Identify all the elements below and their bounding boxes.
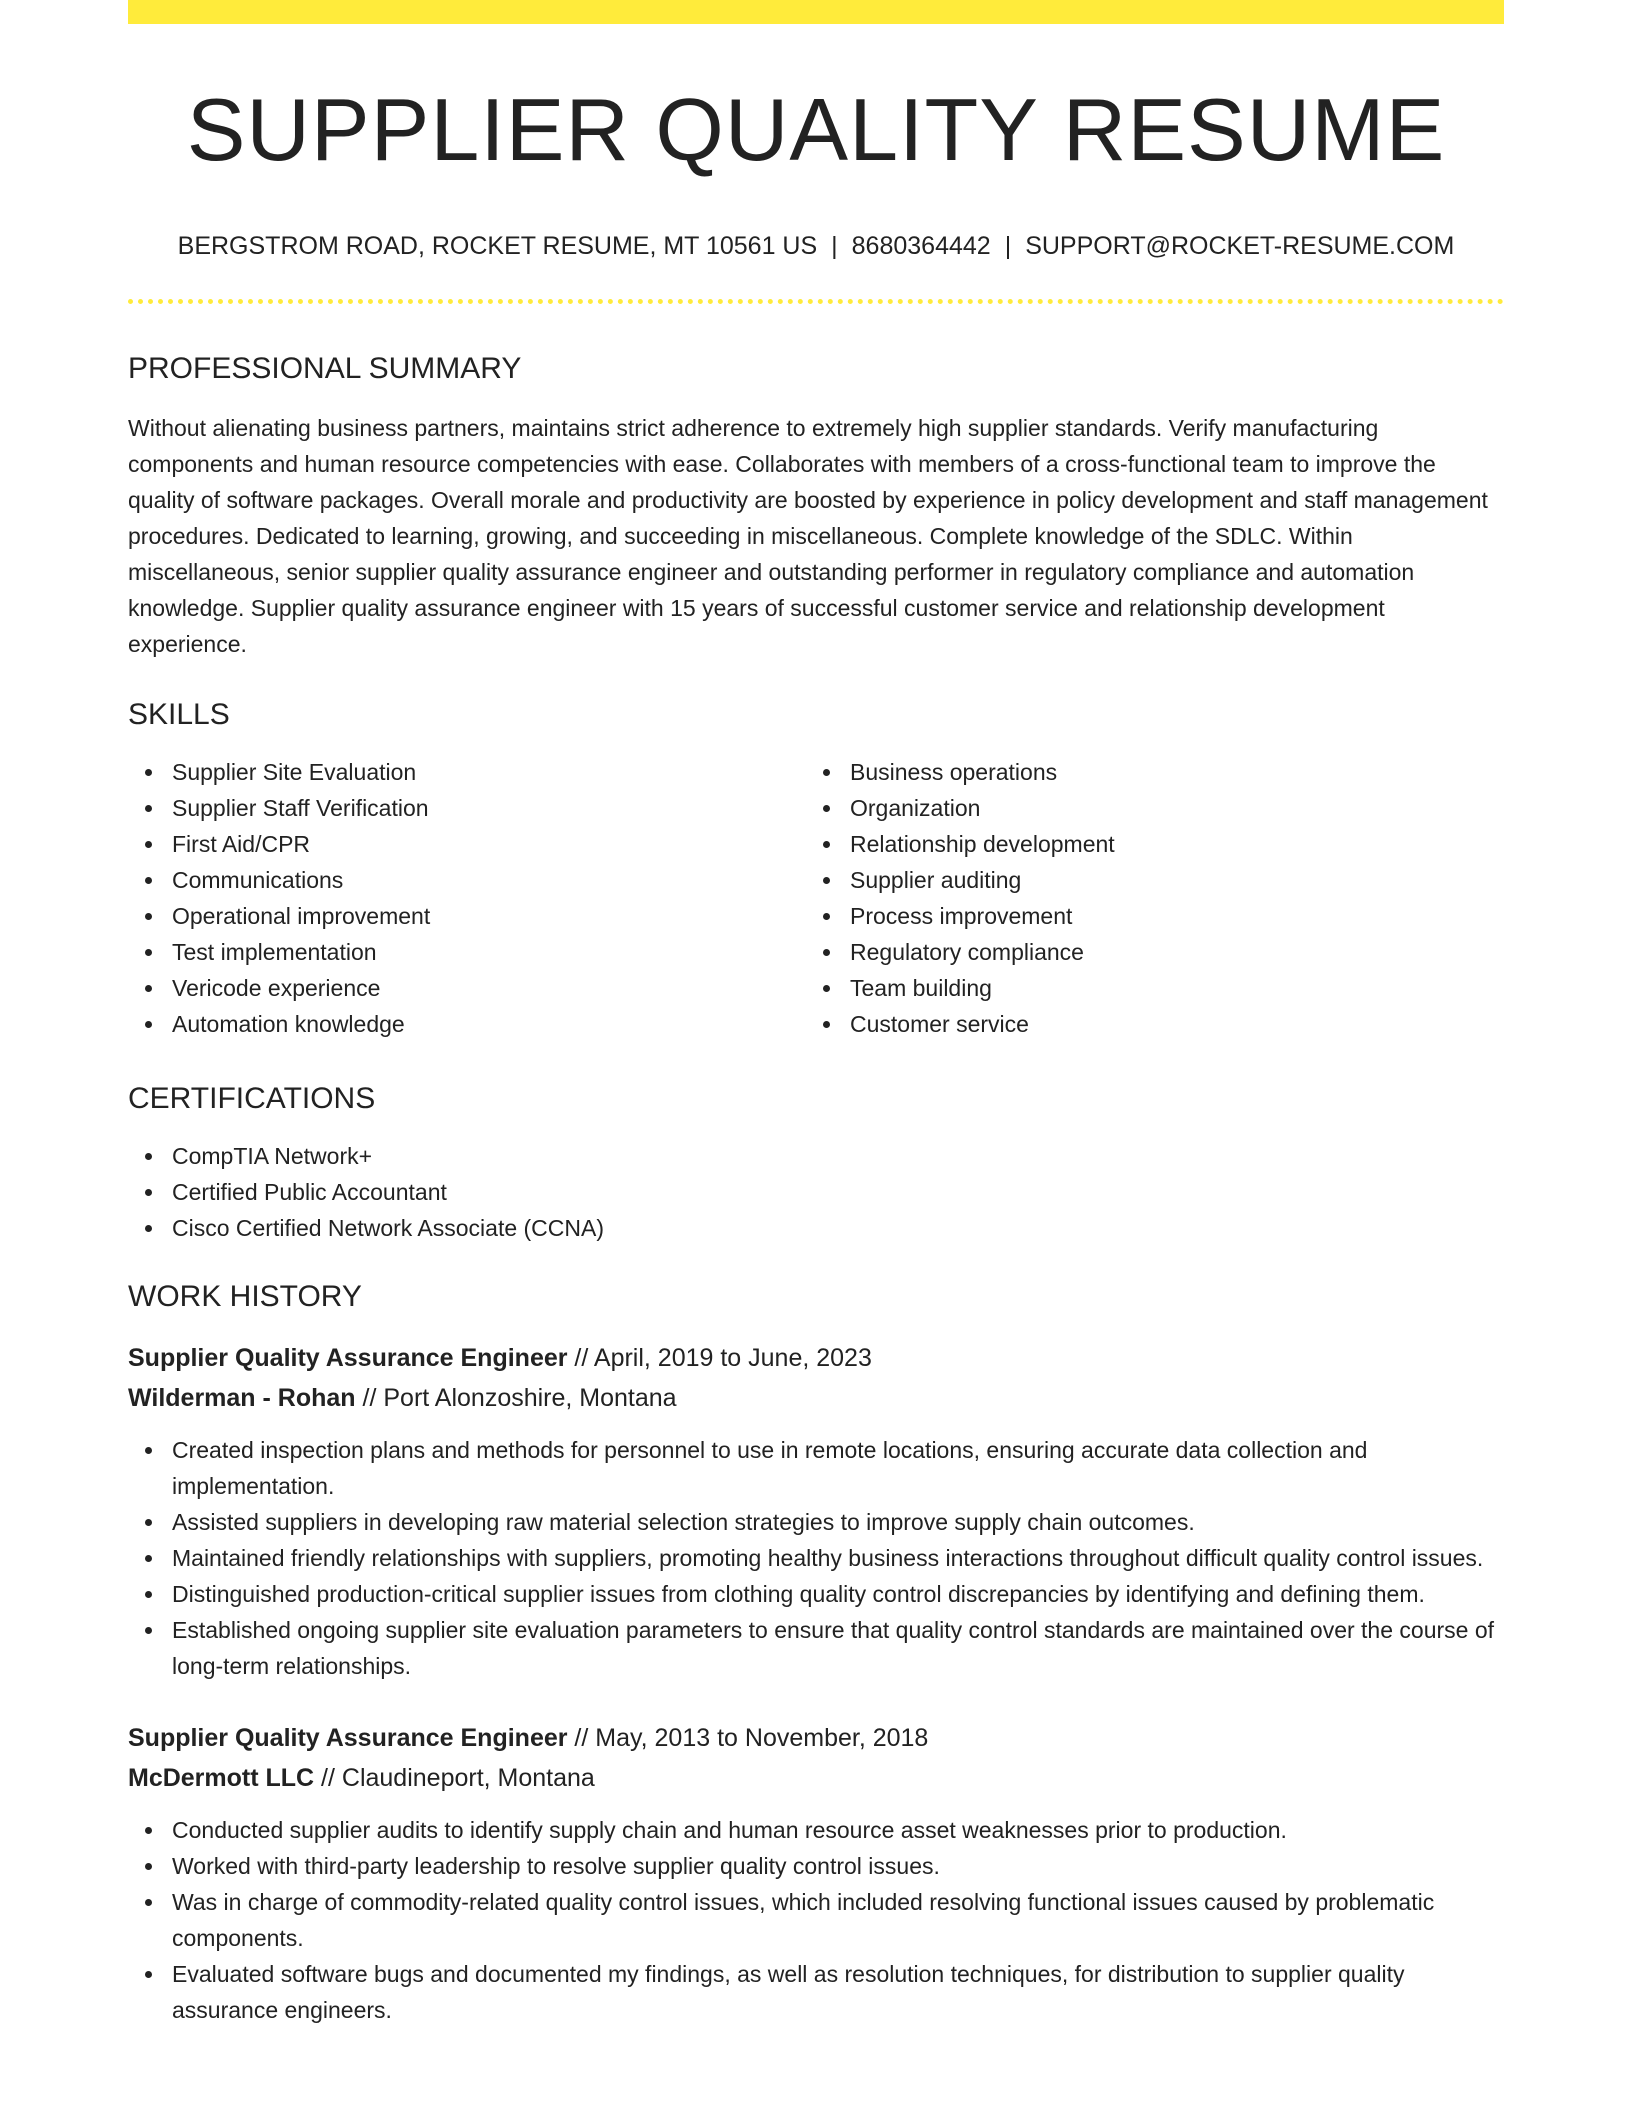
job-title: Supplier Quality Assurance Engineer: [128, 1344, 568, 1372]
dotted-divider: [128, 299, 1504, 304]
job-location: // Claudineport, Montana: [314, 1764, 595, 1792]
job-title-line: [128, 1338, 1504, 1378]
summary-heading: PROFESSIONAL SUMMARY: [128, 352, 522, 385]
certification-item: Certified Public Accountant: [128, 1174, 1504, 1210]
skill-item: Supplier auditing: [806, 862, 1484, 898]
skills-right-column: [806, 754, 1484, 1042]
summary-text: Without alienating business partners, maintains strict adherence to extremely high supplier standards. Verify manufacturing components and human resource competencies with ease. Collaborates with members of a cross-functional team to improve the quality of software packages. Overall morale and productivity are boosted by experience in policy development and staff management procedures. Dedicated to learning, growing, and succeeding in miscellaneous. Complete knowledge of the SDLC. Within miscellaneous, senior supplier quality assurance engineer and outstanding performer in regulatory compliance and automation knowledge. Supplier quality assurance engineer with 15 years of successful customer service and relationship development experience.: [128, 415, 1488, 657]
job-bullet: Established ongoing supplier site evaluation parameters to ensure that quality control standards are maintained over the course of long-term relationships.: [128, 1612, 1504, 1684]
skill-item: Communications: [128, 862, 806, 898]
job-company-line: [128, 1378, 1504, 1418]
skill-item: Business operations: [806, 754, 1484, 790]
skill-item: First Aid/CPR: [128, 826, 806, 862]
skills-grid: [128, 754, 1504, 1042]
skills-left-column: [128, 754, 806, 1042]
job-company-line: [128, 1758, 1504, 1798]
skill-item: Test implementation: [128, 934, 806, 970]
skill-item: Relationship development: [806, 826, 1484, 862]
accent-top-bar: [128, 0, 1504, 24]
job-location: // Port Alonzoshire, Montana: [355, 1384, 677, 1412]
contact-line: [128, 234, 1504, 259]
certification-item: CompTIA Network+: [128, 1138, 1504, 1174]
job-bullet: Conducted supplier audits to identify supply chain and human resource asset weaknesses prior to production.: [128, 1812, 1504, 1848]
certification-item: Cisco Certified Network Associate (CCNA): [128, 1210, 1504, 1246]
job-bullets: [128, 1432, 1504, 1684]
job-entry: [128, 1338, 1504, 1684]
skill-item: Supplier Site Evaluation: [128, 754, 806, 790]
skill-item: Supplier Staff Verification: [128, 790, 806, 826]
job-bullet: Assisted suppliers in developing raw material selection strategies to improve supply chain outcomes.: [128, 1504, 1504, 1540]
job-bullet: Worked with third-party leadership to resolve supplier quality control issues.: [128, 1848, 1504, 1884]
contact-separator: |: [831, 232, 838, 260]
skills-heading: SKILLS: [128, 698, 230, 731]
job-dates: // April, 2019 to June, 2023: [567, 1344, 872, 1372]
job-company: McDermott LLC: [128, 1764, 315, 1792]
job-entry: [128, 1718, 1504, 2028]
skill-item: Operational improvement: [128, 898, 806, 934]
contact-address: BERGSTROM ROAD, ROCKET RESUME, MT 10561 US: [177, 232, 818, 260]
contact-separator: |: [1004, 232, 1012, 260]
job-bullet: Maintained friendly relationships with suppliers, promoting healthy business interactions throughout difficult quality control issues.: [128, 1540, 1504, 1576]
job-dates: // May, 2013 to November, 2018: [567, 1724, 929, 1752]
certifications-list: [128, 1138, 1504, 1246]
skill-item: Automation knowledge: [128, 1006, 806, 1042]
job-bullet: Evaluated software bugs and documented my findings, as well as resolution techniques, for distribution to supplier quality assurance engineers.: [128, 1956, 1504, 2028]
job-bullets: [128, 1812, 1504, 2028]
contact-email: SUPPORT@ROCKET-RESUME.COM: [1025, 232, 1455, 260]
job-bullet: Was in charge of commodity-related quality control issues, which included resolving functional issues caused by problematic components.: [128, 1884, 1504, 1956]
resume-page: [128, 0, 1504, 2028]
job-title: Supplier Quality Assurance Engineer: [128, 1724, 568, 1752]
skill-item: Regulatory compliance: [806, 934, 1484, 970]
skill-item: Team building: [806, 970, 1484, 1006]
job-bullet: Created inspection plans and methods for personnel to use in remote locations, ensuring accurate data collection and implementation.: [128, 1432, 1504, 1504]
job-title-line: [128, 1718, 1504, 1758]
skill-item: Process improvement: [806, 898, 1484, 934]
skill-item: Customer service: [806, 1006, 1484, 1042]
skill-item: Organization: [806, 790, 1484, 826]
skill-item: Vericode experience: [128, 970, 806, 1006]
certifications-heading: CERTIFICATIONS: [128, 1082, 376, 1115]
contact-phone: 8680364442: [851, 232, 991, 260]
work-history-heading: WORK HISTORY: [128, 1280, 362, 1313]
resume-title: SUPPLIER QUALITY RESUME: [186, 80, 1446, 179]
job-company: Wilderman - Rohan: [128, 1384, 356, 1412]
job-bullet: Distinguished production-critical supplier issues from clothing quality control discrepancies by identifying and defining them.: [128, 1576, 1504, 1612]
